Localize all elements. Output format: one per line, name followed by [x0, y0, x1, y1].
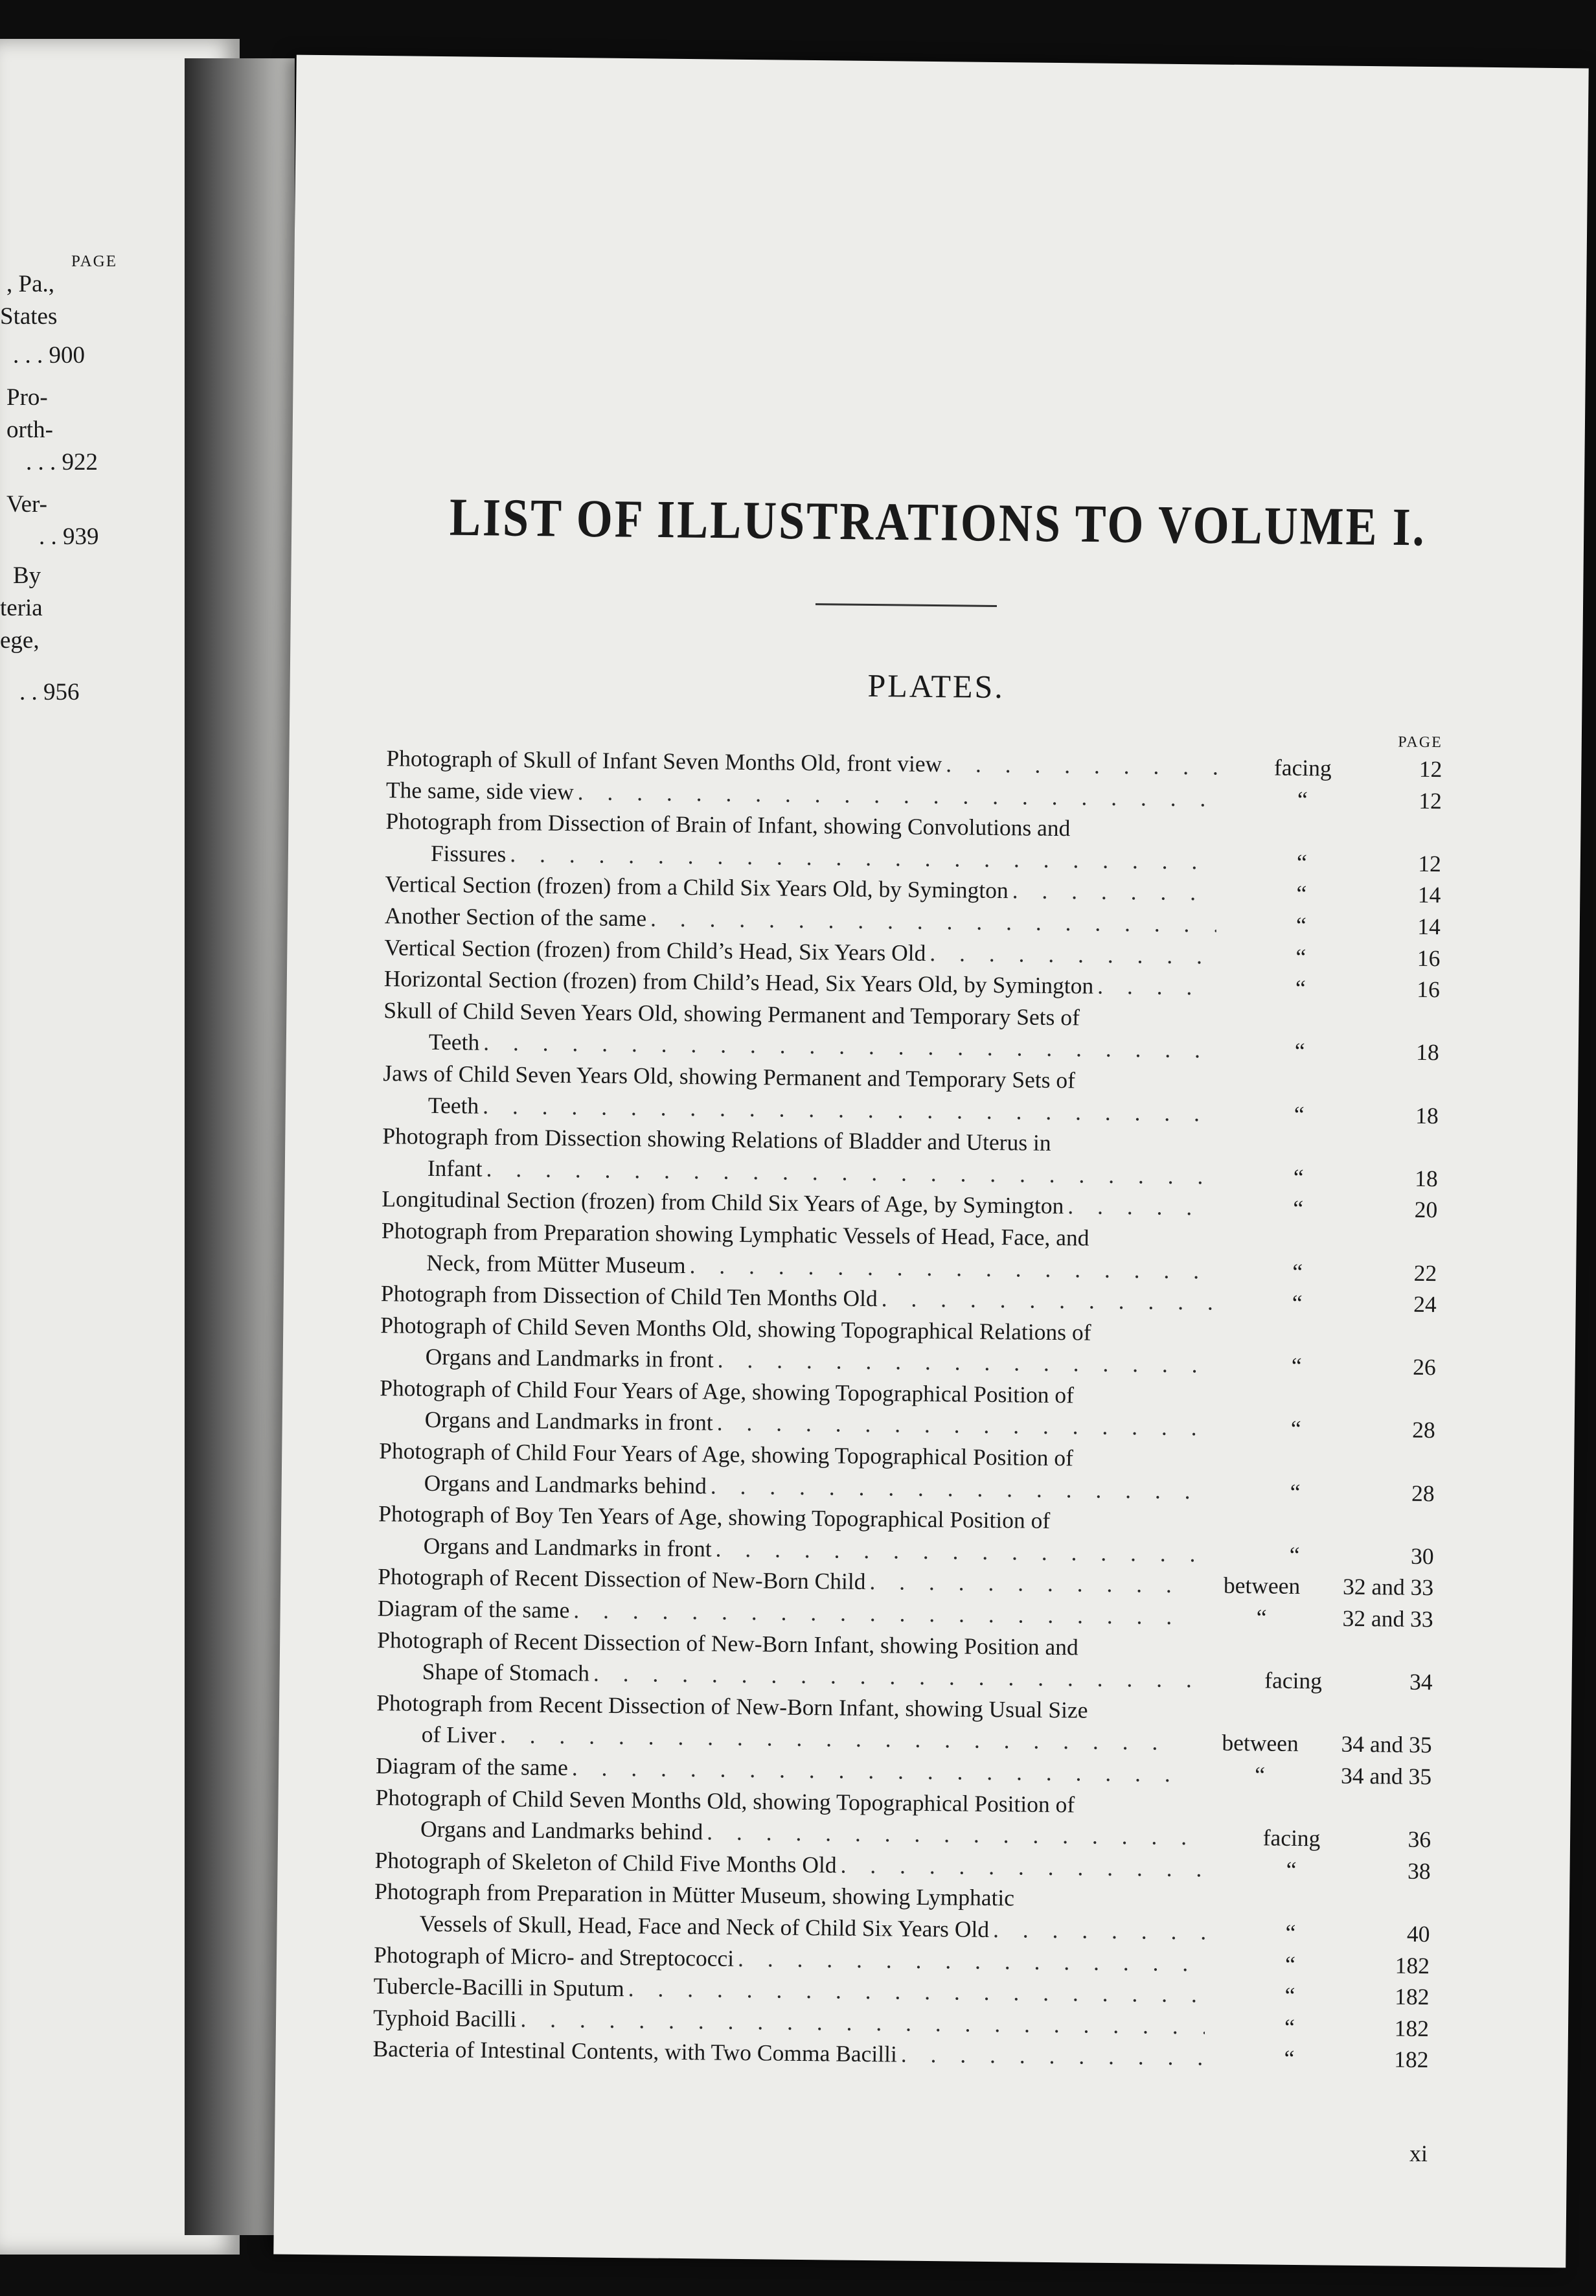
entry-title: The same, side view	[385, 776, 574, 805]
entry-reference: “	[1284, 2014, 1295, 2040]
entry-page: 32 and 33	[1342, 1605, 1433, 1633]
entry-reference: “	[1290, 1416, 1301, 1442]
entry-reference: between	[1223, 1572, 1301, 1600]
left-page-line: . . . 900	[13, 342, 85, 369]
entry-page: 22	[1413, 1259, 1437, 1286]
entry-title: Skull of Child Seven Years Old, showing Permanent and Temporary Sets of	[383, 996, 1080, 1031]
entry-page: 36	[1408, 1826, 1431, 1853]
entry-title: Photograph of Recent Dissection of New-Born Infant, showing Position and	[377, 1626, 1078, 1660]
entry-page: 18	[1415, 1102, 1439, 1129]
entry-title: Diagram of the same	[375, 1752, 569, 1781]
entry-title: Jaws of Child Seven Years Old, showing Permanent and Temporary Sets of	[383, 1060, 1076, 1094]
entry-page: 28	[1411, 1480, 1435, 1506]
entry-page: 34	[1409, 1668, 1433, 1695]
entry-reference: “	[1297, 786, 1308, 812]
section-title: PLATES.	[867, 667, 1005, 706]
entry-title: Vertical Section (frozen) from Child’s Head, Six Years Old	[384, 934, 926, 966]
left-page-line: orth-	[6, 417, 53, 443]
entry-page: 40	[1406, 1920, 1430, 1947]
list-item	[378, 1498, 1434, 1572]
entry-reference: “	[1293, 1164, 1304, 1190]
list-item	[374, 1876, 1430, 1949]
list-item	[380, 1372, 1436, 1446]
entry-page: 14	[1417, 913, 1441, 940]
entry-title: Another Section of the same	[384, 902, 647, 932]
list-item	[383, 1057, 1439, 1131]
entry-title: Neck, from Mütter Museum	[426, 1249, 686, 1278]
entry-reference: “	[1291, 1353, 1302, 1379]
entry-title: Photograph from Dissection showing Relations of Bladder and Uterus in	[382, 1123, 1051, 1156]
entry-page: 182	[1394, 2015, 1430, 2041]
main-page	[273, 55, 1588, 2268]
entry-reference: facing	[1262, 1824, 1321, 1852]
entry-title: Photograph from Preparation in Mütter Museum, showing Lymphatic	[374, 1878, 1015, 1911]
entry-reference: “	[1292, 1258, 1303, 1285]
dot-leader	[716, 1407, 1211, 1444]
dot-leader	[901, 2039, 1205, 2073]
dot-leader	[689, 1250, 1213, 1287]
entry-title: Fissures	[430, 840, 507, 867]
list-item	[383, 994, 1440, 1068]
entry-title: Photograph of Boy Ten Years of Age, showing Topographical Position of	[378, 1500, 1051, 1534]
entry-title: Vertical Section (frozen) from a Child Six Years Old, by Symington	[385, 871, 1009, 904]
dot-leader	[711, 1470, 1211, 1507]
entry-title: Photograph from Dissection of Child Ten Months Old	[380, 1280, 878, 1312]
entry-title: Photograph of Skull of Infant Seven Months Old, front view	[386, 745, 942, 777]
list-item	[381, 1215, 1437, 1289]
entry-reference: “	[1290, 1478, 1301, 1505]
left-page-line: ege,	[0, 627, 40, 654]
entry-title: Longitudinal Section (frozen) from Child Six Years of Age, by Symington	[382, 1186, 1064, 1219]
entry-title: Photograph of Micro- and Streptococci	[373, 1941, 735, 1971]
entry-title: Organs and Landmarks behind	[424, 1469, 707, 1499]
dot-leader	[869, 1566, 1177, 1601]
dot-leader	[717, 1344, 1211, 1381]
entry-title: Teeth	[428, 1029, 480, 1056]
entry-title: Photograph from Preparation showing Lymphatic Vessels of Head, Face, and	[381, 1217, 1089, 1251]
entry-page: 34 and 35	[1341, 1731, 1432, 1758]
page-number: xi	[1409, 2140, 1428, 2167]
list-item	[382, 1120, 1439, 1194]
entry-page: 16	[1417, 945, 1441, 971]
dot-leader	[1097, 970, 1216, 1004]
entry-title: Horizontal Section (frozen) from Child’s Head, Six Years Old, by Symington	[383, 965, 1094, 999]
dot-leader	[738, 1943, 1205, 1979]
dot-leader	[929, 937, 1216, 972]
entry-page: 182	[1394, 2046, 1429, 2073]
entry-reference: “	[1256, 1604, 1267, 1631]
illustrations-list	[372, 742, 1442, 2076]
entry-title: Typhoid Bacilli	[372, 2004, 517, 2032]
entry-title: Shape of Stomach	[422, 1659, 590, 1686]
entry-reference: “	[1286, 1856, 1297, 1883]
entry-page: 20	[1414, 1197, 1438, 1223]
left-page-line: Ver-	[6, 491, 47, 518]
entry-reference: “	[1284, 1951, 1296, 1977]
entry-page: 24	[1413, 1291, 1437, 1318]
entry-page: 38	[1407, 1857, 1431, 1884]
list-item	[375, 1782, 1431, 1855]
list-item	[376, 1624, 1433, 1698]
dot-leader	[715, 1533, 1209, 1570]
entry-page: 14	[1417, 882, 1441, 908]
entry-page: 30	[1410, 1543, 1434, 1570]
entry-page: 26	[1413, 1354, 1436, 1381]
list-item	[376, 1687, 1432, 1761]
dot-leader	[707, 1817, 1207, 1854]
entry-reference: “	[1296, 880, 1307, 907]
entry-title: Teeth	[428, 1092, 479, 1119]
left-page-line: . . 956	[19, 679, 80, 706]
entry-page: 16	[1417, 976, 1441, 1003]
left-page-line: . . 939	[39, 523, 99, 550]
entry-page: 18	[1415, 1165, 1438, 1191]
left-page-header: PAGE	[71, 253, 117, 270]
dot-leader	[882, 1283, 1213, 1318]
entry-reference: “	[1285, 1919, 1296, 1946]
left-page-line: Pro-	[6, 384, 48, 411]
left-page-line: , Pa.,	[6, 271, 54, 297]
entry-page: 32 and 33	[1342, 1574, 1434, 1601]
entry-page: 12	[1419, 755, 1442, 783]
list-item	[379, 1435, 1435, 1509]
dot-leader	[946, 748, 1218, 783]
entry-page: 34 and 35	[1340, 1762, 1432, 1790]
entry-reference: “	[1284, 2045, 1295, 2072]
entry-reference: “	[1294, 1101, 1305, 1127]
left-page-line: . . . 922	[26, 449, 98, 476]
page-column-header: PAGE	[1398, 733, 1442, 752]
entry-title: Photograph of Child Four Years of Age, showing Topographical Position of	[380, 1374, 1075, 1408]
entry-title: Photograph of Skeleton of Child Five Months Old	[374, 1846, 837, 1878]
entry-reference: facing	[1273, 754, 1332, 781]
left-page-line: teria	[0, 595, 43, 621]
entry-reference: “	[1294, 1038, 1305, 1064]
entry-reference: “	[1296, 849, 1307, 875]
entry-reference: “	[1295, 912, 1306, 939]
entry-title: Photograph of Child Seven Months Old, showing Topographical Relations of	[380, 1311, 1091, 1346]
entry-page: 182	[1395, 1983, 1430, 2010]
left-page-line: By	[13, 562, 41, 589]
list-item	[380, 1309, 1437, 1383]
entry-page: 18	[1416, 1039, 1440, 1066]
entry-title: Infant	[427, 1154, 483, 1182]
dot-leader	[840, 1849, 1207, 1885]
entry-title: Organs and Landmarks behind	[420, 1815, 703, 1845]
entry-reference: “	[1289, 1541, 1300, 1568]
entry-reference: “	[1295, 975, 1306, 1002]
dot-leader	[993, 1914, 1206, 1947]
title-divider	[815, 603, 997, 607]
dot-leader	[1067, 1191, 1213, 1224]
entry-reference: “	[1254, 1762, 1266, 1788]
entry-reference: between	[1222, 1730, 1299, 1757]
entry-page: 12	[1418, 850, 1442, 877]
entry-page: 182	[1395, 1952, 1430, 1979]
entry-title: of Liver	[421, 1721, 497, 1749]
entry-title: Organs and Landmarks in front	[425, 1344, 714, 1373]
entry-page: 28	[1411, 1417, 1435, 1443]
left-page-line: States	[0, 303, 58, 330]
entry-title: Organs and Landmarks in front	[424, 1406, 713, 1436]
page-title: LIST OF ILLUSTRATIONS TO VOLUME I.	[449, 487, 1427, 557]
entry-title: Photograph of Child Seven Months Old, showing Topographical Position of	[375, 1784, 1075, 1817]
dot-leader	[1012, 875, 1216, 909]
entry-title: Photograph from Dissection of Brain of Infant, showing Convolutions and	[385, 808, 1071, 842]
entry-title: Tubercle-Bacilli in Sputum	[373, 1973, 625, 2002]
entry-title: Photograph of Recent Dissection of New-Born Child	[378, 1563, 866, 1595]
entry-title: Photograph from Recent Dissection of New-Born Infant, showing Usual Size	[376, 1689, 1088, 1723]
entry-title: Bacteria of Intestinal Contents, with Two Comma Bacilli	[372, 2036, 898, 2067]
list-item	[385, 805, 1442, 879]
entry-reference: facing	[1264, 1667, 1323, 1694]
entry-title: Photograph of Child Four Years of Age, showing Topographical Position of	[379, 1438, 1074, 1471]
entry-reference: “	[1295, 943, 1306, 970]
entry-title: Organs and Landmarks in front	[423, 1532, 712, 1562]
entry-reference: “	[1293, 1195, 1304, 1222]
entry-page: 12	[1419, 787, 1442, 814]
entry-reference: “	[1284, 1982, 1295, 2009]
entry-reference: “	[1292, 1289, 1303, 1316]
entry-title: Diagram of the same	[377, 1595, 570, 1624]
entry-title: Vessels of Skull, Head, Face and Neck of Child Six Years Old	[419, 1910, 990, 1942]
